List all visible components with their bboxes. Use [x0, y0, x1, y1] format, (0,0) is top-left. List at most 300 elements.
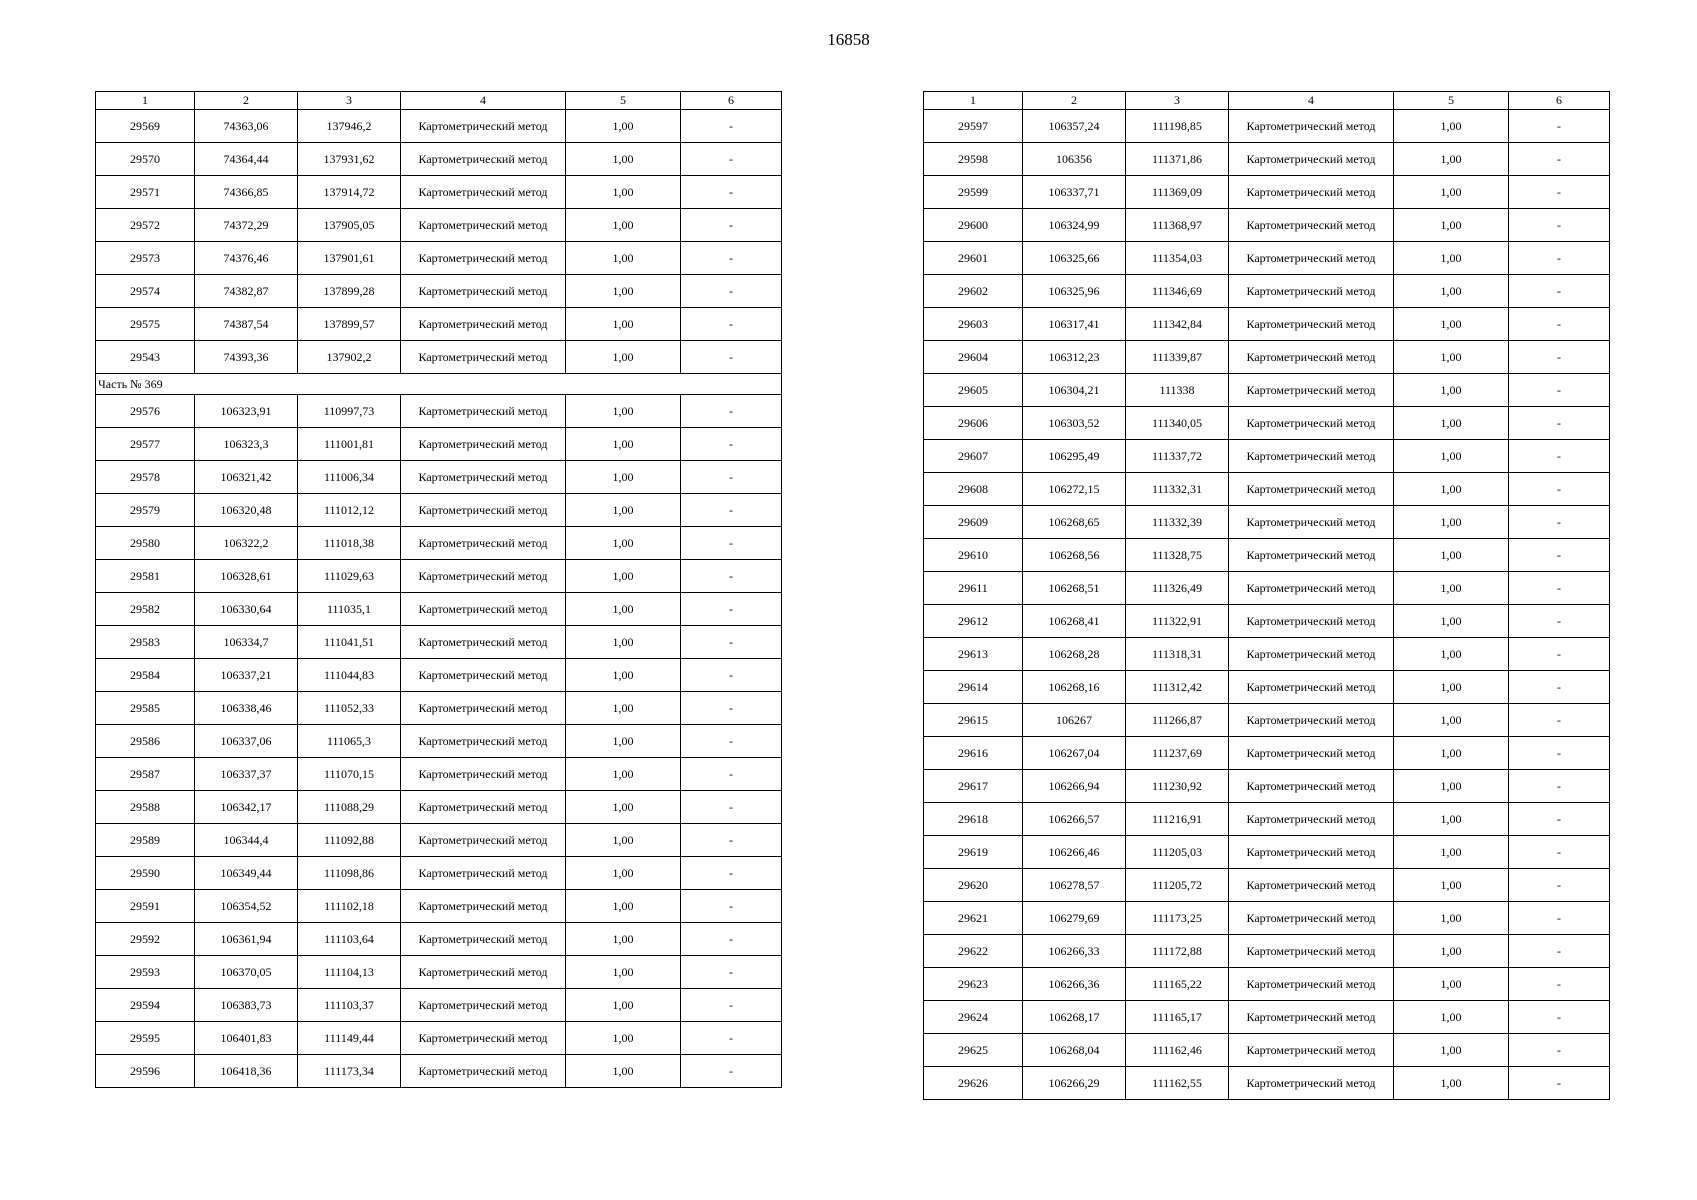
method-cell: Картометрический метод	[401, 791, 566, 824]
description-cell: -	[1509, 407, 1610, 440]
description-cell: -	[1509, 539, 1610, 572]
x-coordinate-cell: 106320,48	[195, 494, 298, 527]
y-coordinate-cell: 111337,72	[1126, 440, 1229, 473]
y-coordinate-cell: 111098,86	[298, 857, 401, 890]
x-coordinate-cell: 106338,46	[195, 692, 298, 725]
point-number-cell: 29574	[96, 275, 195, 308]
table-row	[924, 1001, 1610, 1034]
description-cell: -	[1509, 671, 1610, 704]
point-number-cell: 29598	[924, 143, 1023, 176]
description-cell: -	[1509, 704, 1610, 737]
accuracy-cell: 1,00	[566, 593, 681, 626]
y-coordinate-cell: 137905,05	[298, 209, 401, 242]
table-row	[924, 605, 1610, 638]
point-number-cell: 29597	[924, 110, 1023, 143]
method-cell: Картометрический метод	[1229, 836, 1394, 869]
method-cell: Картометрический метод	[1229, 803, 1394, 836]
accuracy-cell: 1,00	[566, 659, 681, 692]
column-header-3: 3	[298, 92, 401, 110]
method-cell: Картометрический метод	[401, 242, 566, 275]
method-cell: Картометрический метод	[1229, 176, 1394, 209]
point-number-cell: 29620	[924, 869, 1023, 902]
method-cell: Картометрический метод	[1229, 242, 1394, 275]
description-cell: -	[1509, 308, 1610, 341]
point-number-cell: 29576	[96, 395, 195, 428]
accuracy-cell: 1,00	[566, 1055, 681, 1088]
description-cell: -	[681, 593, 782, 626]
description-cell: -	[681, 176, 782, 209]
x-coordinate-cell: 106383,73	[195, 989, 298, 1022]
table-row	[924, 473, 1610, 506]
description-cell: -	[1509, 1001, 1610, 1034]
point-number-cell: 29596	[96, 1055, 195, 1088]
point-number-cell: 29595	[96, 1022, 195, 1055]
x-coordinate-cell: 74393,36	[195, 341, 298, 374]
method-cell: Картометрический метод	[1229, 110, 1394, 143]
y-coordinate-cell: 111332,39	[1126, 506, 1229, 539]
accuracy-cell: 1,00	[566, 956, 681, 989]
table-row	[96, 209, 782, 242]
description-cell: -	[1509, 473, 1610, 506]
method-cell: Картометрический метод	[1229, 440, 1394, 473]
accuracy-cell: 1,00	[1394, 572, 1509, 605]
table-row	[96, 857, 782, 890]
method-cell: Картометрический метод	[1229, 869, 1394, 902]
description-cell: -	[681, 956, 782, 989]
coordinates-table-right	[923, 91, 1610, 1100]
accuracy-cell: 1,00	[566, 242, 681, 275]
x-coordinate-cell: 106303,52	[1023, 407, 1126, 440]
table-row	[924, 407, 1610, 440]
x-coordinate-cell: 106344,4	[195, 824, 298, 857]
accuracy-cell: 1,00	[1394, 1067, 1509, 1100]
y-coordinate-cell: 111216,91	[1126, 803, 1229, 836]
accuracy-cell: 1,00	[566, 395, 681, 428]
column-header-1: 1	[924, 92, 1023, 110]
column-header-4: 4	[401, 92, 566, 110]
x-coordinate-cell: 106325,96	[1023, 275, 1126, 308]
table-row	[96, 824, 782, 857]
x-coordinate-cell: 106342,17	[195, 791, 298, 824]
x-coordinate-cell: 106268,41	[1023, 605, 1126, 638]
point-number-cell: 29607	[924, 440, 1023, 473]
x-coordinate-cell: 106330,64	[195, 593, 298, 626]
x-coordinate-cell: 106328,61	[195, 560, 298, 593]
point-number-cell: 29625	[924, 1034, 1023, 1067]
description-cell: -	[681, 461, 782, 494]
method-cell: Картометрический метод	[1229, 968, 1394, 1001]
point-number-cell: 29616	[924, 737, 1023, 770]
method-cell: Картометрический метод	[401, 857, 566, 890]
description-cell: -	[1509, 737, 1610, 770]
description-cell: -	[681, 791, 782, 824]
method-cell: Картометрический метод	[1229, 572, 1394, 605]
x-coordinate-cell: 106266,33	[1023, 935, 1126, 968]
accuracy-cell: 1,00	[566, 626, 681, 659]
accuracy-cell: 1,00	[566, 527, 681, 560]
x-coordinate-cell: 106357,24	[1023, 110, 1126, 143]
x-coordinate-cell: 106321,42	[195, 461, 298, 494]
y-coordinate-cell: 111340,05	[1126, 407, 1229, 440]
x-coordinate-cell: 106418,36	[195, 1055, 298, 1088]
x-coordinate-cell: 106266,46	[1023, 836, 1126, 869]
x-coordinate-cell: 106268,17	[1023, 1001, 1126, 1034]
y-coordinate-cell: 111044,83	[298, 659, 401, 692]
y-coordinate-cell: 111346,69	[1126, 275, 1229, 308]
y-coordinate-cell: 111173,25	[1126, 902, 1229, 935]
accuracy-cell: 1,00	[566, 461, 681, 494]
description-cell: -	[681, 857, 782, 890]
method-cell: Картометрический метод	[401, 659, 566, 692]
accuracy-cell: 1,00	[566, 428, 681, 461]
point-number-cell: 29606	[924, 407, 1023, 440]
method-cell: Картометрический метод	[401, 1022, 566, 1055]
method-cell: Картометрический метод	[401, 923, 566, 956]
table-row	[924, 869, 1610, 902]
y-coordinate-cell: 137914,72	[298, 176, 401, 209]
method-cell: Картометрический метод	[401, 209, 566, 242]
table-row	[924, 1034, 1610, 1067]
y-coordinate-cell: 111354,03	[1126, 242, 1229, 275]
description-cell: -	[1509, 209, 1610, 242]
page-number: 16858	[827, 30, 870, 49]
column-header-6: 6	[681, 92, 782, 110]
method-cell: Картометрический метод	[401, 626, 566, 659]
point-number-cell: 29612	[924, 605, 1023, 638]
x-coordinate-cell: 106266,57	[1023, 803, 1126, 836]
y-coordinate-cell: 111165,22	[1126, 968, 1229, 1001]
column-header-2: 2	[1023, 92, 1126, 110]
table-row	[96, 341, 782, 374]
point-number-cell: 29578	[96, 461, 195, 494]
table-row	[924, 143, 1610, 176]
column-header-6: 6	[1509, 92, 1610, 110]
table-row	[924, 341, 1610, 374]
x-coordinate-cell: 106295,49	[1023, 440, 1126, 473]
point-number-cell: 29600	[924, 209, 1023, 242]
point-number-cell: 29611	[924, 572, 1023, 605]
method-cell: Картометрический метод	[401, 989, 566, 1022]
table-row	[96, 923, 782, 956]
column-header-3: 3	[1126, 92, 1229, 110]
x-coordinate-cell: 106268,56	[1023, 539, 1126, 572]
table-row	[96, 989, 782, 1022]
x-coordinate-cell: 74372,29	[195, 209, 298, 242]
accuracy-cell: 1,00	[1394, 341, 1509, 374]
table-row	[96, 1022, 782, 1055]
method-cell: Картометрический метод	[401, 527, 566, 560]
accuracy-cell: 1,00	[1394, 671, 1509, 704]
accuracy-cell: 1,00	[566, 308, 681, 341]
x-coordinate-cell: 106349,44	[195, 857, 298, 890]
point-number-cell: 29572	[96, 209, 195, 242]
y-coordinate-cell: 137902,2	[298, 341, 401, 374]
x-coordinate-cell: 106279,69	[1023, 902, 1126, 935]
description-cell: -	[681, 659, 782, 692]
table-row	[96, 659, 782, 692]
method-cell: Картометрический метод	[1229, 341, 1394, 374]
method-cell: Картометрический метод	[1229, 638, 1394, 671]
y-coordinate-cell: 111052,33	[298, 692, 401, 725]
y-coordinate-cell: 110997,73	[298, 395, 401, 428]
description-cell: -	[681, 527, 782, 560]
y-coordinate-cell: 111328,75	[1126, 539, 1229, 572]
table-row	[96, 110, 782, 143]
description-cell: -	[681, 824, 782, 857]
table-row	[96, 560, 782, 593]
point-number-cell: 29599	[924, 176, 1023, 209]
method-cell: Картометрический метод	[1229, 1001, 1394, 1034]
accuracy-cell: 1,00	[1394, 275, 1509, 308]
y-coordinate-cell: 137899,28	[298, 275, 401, 308]
y-coordinate-cell: 111326,49	[1126, 572, 1229, 605]
x-coordinate-cell: 106322,2	[195, 527, 298, 560]
accuracy-cell: 1,00	[1394, 704, 1509, 737]
y-coordinate-cell: 111092,88	[298, 824, 401, 857]
description-cell: -	[681, 308, 782, 341]
accuracy-cell: 1,00	[1394, 176, 1509, 209]
point-number-cell: 29586	[96, 725, 195, 758]
y-coordinate-cell: 111149,44	[298, 1022, 401, 1055]
point-number-cell: 29626	[924, 1067, 1023, 1100]
x-coordinate-cell: 74382,87	[195, 275, 298, 308]
point-number-cell: 29605	[924, 374, 1023, 407]
point-number-cell: 29571	[96, 176, 195, 209]
point-number-cell: 29621	[924, 902, 1023, 935]
y-coordinate-cell: 111205,03	[1126, 836, 1229, 869]
accuracy-cell: 1,00	[1394, 836, 1509, 869]
method-cell: Картометрический метод	[1229, 902, 1394, 935]
point-number-cell: 29589	[96, 824, 195, 857]
accuracy-cell: 1,00	[1394, 605, 1509, 638]
x-coordinate-cell: 106337,21	[195, 659, 298, 692]
method-cell: Картометрический метод	[401, 1055, 566, 1088]
point-number-cell: 29543	[96, 341, 195, 374]
y-coordinate-cell: 111102,18	[298, 890, 401, 923]
accuracy-cell: 1,00	[1394, 473, 1509, 506]
part-row	[96, 374, 782, 395]
table-row	[924, 209, 1610, 242]
description-cell: -	[681, 1055, 782, 1088]
method-cell: Картометрический метод	[401, 890, 566, 923]
table-row	[924, 935, 1610, 968]
table-row	[96, 176, 782, 209]
y-coordinate-cell: 111103,64	[298, 923, 401, 956]
header-row	[924, 92, 1610, 110]
header-row	[96, 92, 782, 110]
table-row	[96, 1055, 782, 1088]
description-cell: -	[681, 275, 782, 308]
accuracy-cell: 1,00	[566, 758, 681, 791]
table-row	[924, 671, 1610, 704]
point-number-cell: 29590	[96, 857, 195, 890]
accuracy-cell: 1,00	[1394, 902, 1509, 935]
y-coordinate-cell: 111162,46	[1126, 1034, 1229, 1067]
point-number-cell: 29582	[96, 593, 195, 626]
x-coordinate-cell: 106266,29	[1023, 1067, 1126, 1100]
description-cell: -	[1509, 836, 1610, 869]
column-header-5: 5	[1394, 92, 1509, 110]
point-number-cell: 29609	[924, 506, 1023, 539]
accuracy-cell: 1,00	[1394, 506, 1509, 539]
point-number-cell: 29573	[96, 242, 195, 275]
accuracy-cell: 1,00	[566, 494, 681, 527]
table-row	[924, 902, 1610, 935]
x-coordinate-cell: 106312,23	[1023, 341, 1126, 374]
accuracy-cell: 1,00	[1394, 374, 1509, 407]
description-cell: -	[1509, 935, 1610, 968]
description-cell: -	[681, 692, 782, 725]
description-cell: -	[1509, 869, 1610, 902]
point-number-cell: 29579	[96, 494, 195, 527]
y-coordinate-cell: 111104,13	[298, 956, 401, 989]
y-coordinate-cell: 111371,86	[1126, 143, 1229, 176]
description-cell: -	[681, 110, 782, 143]
method-cell: Картометрический метод	[1229, 143, 1394, 176]
table-row	[924, 803, 1610, 836]
x-coordinate-cell: 74387,54	[195, 308, 298, 341]
method-cell: Картометрический метод	[401, 593, 566, 626]
x-coordinate-cell: 74363,06	[195, 110, 298, 143]
description-cell: -	[1509, 803, 1610, 836]
method-cell: Картометрический метод	[1229, 308, 1394, 341]
description-cell: -	[681, 143, 782, 176]
table-row	[924, 176, 1610, 209]
method-cell: Картометрический метод	[401, 275, 566, 308]
method-cell: Картометрический метод	[1229, 935, 1394, 968]
method-cell: Картометрический метод	[1229, 473, 1394, 506]
table-row	[924, 440, 1610, 473]
table-row	[924, 308, 1610, 341]
x-coordinate-cell: 106278,57	[1023, 869, 1126, 902]
point-number-cell: 29617	[924, 770, 1023, 803]
table-row	[924, 110, 1610, 143]
y-coordinate-cell: 111103,37	[298, 989, 401, 1022]
description-cell: -	[1509, 341, 1610, 374]
x-coordinate-cell: 106268,28	[1023, 638, 1126, 671]
table-row	[924, 1067, 1610, 1100]
x-coordinate-cell: 106268,16	[1023, 671, 1126, 704]
table-row	[96, 494, 782, 527]
accuracy-cell: 1,00	[1394, 242, 1509, 275]
method-cell: Картометрический метод	[401, 143, 566, 176]
accuracy-cell: 1,00	[1394, 407, 1509, 440]
description-cell: -	[681, 242, 782, 275]
point-number-cell: 29618	[924, 803, 1023, 836]
description-cell: -	[681, 1022, 782, 1055]
description-cell: -	[681, 989, 782, 1022]
accuracy-cell: 1,00	[1394, 737, 1509, 770]
accuracy-cell: 1,00	[1394, 770, 1509, 803]
x-coordinate-cell: 106370,05	[195, 956, 298, 989]
accuracy-cell: 1,00	[1394, 869, 1509, 902]
method-cell: Картометрический метод	[401, 341, 566, 374]
method-cell: Картометрический метод	[401, 110, 566, 143]
point-number-cell: 29594	[96, 989, 195, 1022]
table-row	[924, 374, 1610, 407]
description-cell: -	[681, 395, 782, 428]
x-coordinate-cell: 106356	[1023, 143, 1126, 176]
y-coordinate-cell: 111035,1	[298, 593, 401, 626]
method-cell: Картометрический метод	[1229, 1067, 1394, 1100]
table-row	[924, 770, 1610, 803]
y-coordinate-cell: 111205,72	[1126, 869, 1229, 902]
description-cell: -	[681, 560, 782, 593]
accuracy-cell: 1,00	[1394, 209, 1509, 242]
x-coordinate-cell: 106361,94	[195, 923, 298, 956]
point-number-cell: 29603	[924, 308, 1023, 341]
accuracy-cell: 1,00	[566, 560, 681, 593]
description-cell: -	[681, 494, 782, 527]
point-number-cell: 29585	[96, 692, 195, 725]
table-row	[96, 956, 782, 989]
y-coordinate-cell: 111322,91	[1126, 605, 1229, 638]
x-coordinate-cell: 74366,85	[195, 176, 298, 209]
description-cell: -	[1509, 605, 1610, 638]
y-coordinate-cell: 111012,12	[298, 494, 401, 527]
point-number-cell: 29575	[96, 308, 195, 341]
description-cell: -	[1509, 968, 1610, 1001]
accuracy-cell: 1,00	[1394, 1001, 1509, 1034]
table-row	[96, 242, 782, 275]
x-coordinate-cell: 106334,7	[195, 626, 298, 659]
table-row	[924, 572, 1610, 605]
description-cell: -	[681, 923, 782, 956]
point-number-cell: 29624	[924, 1001, 1023, 1034]
table-row	[924, 506, 1610, 539]
y-coordinate-cell: 111088,29	[298, 791, 401, 824]
method-cell: Картометрический метод	[401, 176, 566, 209]
table-row	[96, 692, 782, 725]
description-cell: -	[1509, 770, 1610, 803]
y-coordinate-cell: 111041,51	[298, 626, 401, 659]
method-cell: Картометрический метод	[1229, 407, 1394, 440]
method-cell: Картометрический метод	[401, 725, 566, 758]
y-coordinate-cell: 111165,17	[1126, 1001, 1229, 1034]
table-row	[96, 461, 782, 494]
accuracy-cell: 1,00	[1394, 638, 1509, 671]
accuracy-cell: 1,00	[1394, 440, 1509, 473]
description-cell: -	[681, 725, 782, 758]
method-cell: Картометрический метод	[401, 494, 566, 527]
x-coordinate-cell: 106337,37	[195, 758, 298, 791]
description-cell: -	[681, 428, 782, 461]
accuracy-cell: 1,00	[566, 275, 681, 308]
accuracy-cell: 1,00	[1394, 1034, 1509, 1067]
table-row	[96, 725, 782, 758]
method-cell: Картометрический метод	[1229, 671, 1394, 704]
point-number-cell: 29587	[96, 758, 195, 791]
description-cell: -	[1509, 440, 1610, 473]
method-cell: Картометрический метод	[1229, 539, 1394, 572]
table-row	[96, 143, 782, 176]
accuracy-cell: 1,00	[566, 341, 681, 374]
y-coordinate-cell: 111339,87	[1126, 341, 1229, 374]
description-cell: -	[1509, 275, 1610, 308]
table-row	[96, 308, 782, 341]
y-coordinate-cell: 111198,85	[1126, 110, 1229, 143]
table-row	[924, 638, 1610, 671]
y-coordinate-cell: 137931,62	[298, 143, 401, 176]
y-coordinate-cell: 137946,2	[298, 110, 401, 143]
accuracy-cell: 1,00	[566, 857, 681, 890]
table-row	[924, 275, 1610, 308]
point-number-cell: 29588	[96, 791, 195, 824]
table-row	[924, 737, 1610, 770]
point-number-cell: 29619	[924, 836, 1023, 869]
y-coordinate-cell: 111162,55	[1126, 1067, 1229, 1100]
accuracy-cell: 1,00	[566, 692, 681, 725]
